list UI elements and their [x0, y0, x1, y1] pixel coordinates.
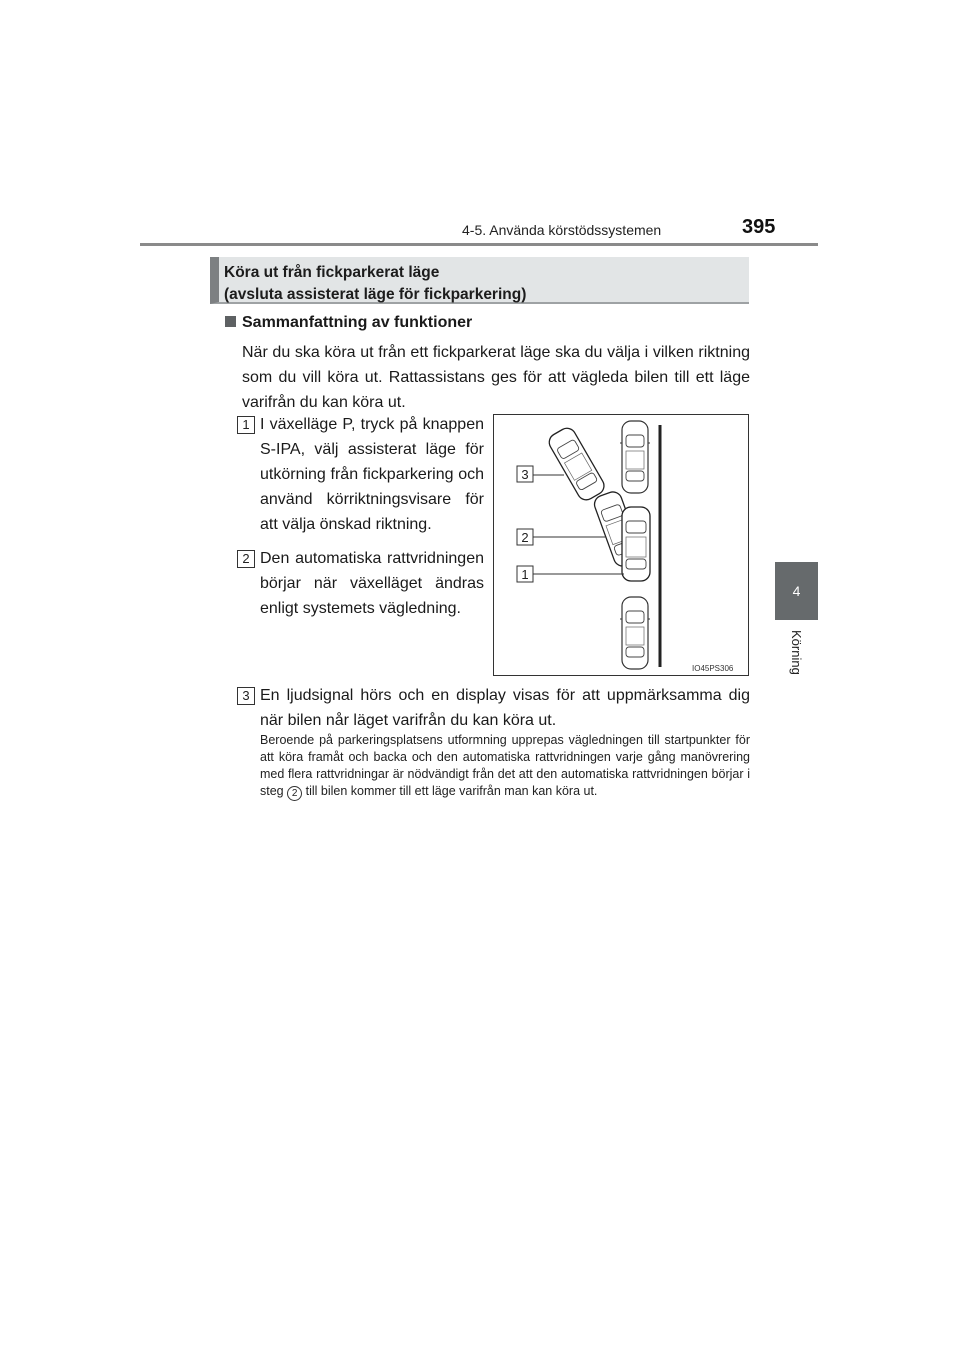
step-number-1: 1: [237, 416, 255, 434]
parked-car-bottom: [620, 597, 650, 669]
square-bullet-icon: [225, 316, 236, 327]
svg-text:3: 3: [521, 467, 529, 482]
chapter-tab-label-wrap: [770, 630, 830, 690]
chapter-tab: 4: [775, 562, 818, 620]
intro-paragraph: När du ska köra ut från ett fickparkerat läge ska du välja i vilken riktning som du vill köra ut. Rattassistans ges för att vägleda bilen till ett läge varifrån du kan köra ut.: [242, 344, 750, 411]
parked-car-top: [620, 421, 650, 493]
note-text-before: Beroende på parkeringsplatsens utformning upprepas vägledningen till startpunkter för att köra framåt och backa och den automatiska rattvridningen varje gång manövrering med flera rattvridningar är nödvändigt från det att den automatiska rattvridningen börjar i steg: [260, 733, 750, 798]
section-title: [224, 262, 526, 306]
chapter-tab-label: Körning: [789, 630, 804, 675]
step-number-3: 3: [237, 687, 255, 705]
subsection-title: Sammanfattning av funktioner: [242, 314, 473, 331]
subsection-heading: [225, 314, 472, 332]
note-text-after: till bilen kommer till ett läge varifrån man kan köra ut.: [305, 784, 598, 798]
parking-diagram: [493, 414, 749, 676]
section-title-line2: (avsluta assisterat läge för fickparkering): [224, 286, 527, 303]
callout-2: [517, 529, 606, 545]
parking-diagram-svg: [494, 415, 748, 675]
section-title-line1: Köra ut från fickparkerat läge: [224, 264, 440, 281]
header-rule: [140, 243, 818, 246]
callout-1: [517, 566, 624, 582]
step-text-1: I växelläge P, tryck på knappen S-IPA, välj assisterat läge för utkörning från fickparkering och använd körriktningsvisare för att välja önskad riktning.: [260, 416, 484, 533]
step-number-2: 2: [237, 550, 255, 568]
page-number: 395: [742, 216, 776, 238]
svg-text:2: 2: [521, 530, 529, 545]
svg-text:1: 1: [521, 567, 529, 582]
step-text-2: Den automatiska rattvridningen börjar när växelläget ändras enligt systemets vägledning.: [260, 550, 484, 617]
car-position-3: [546, 425, 607, 503]
callout-3: [517, 466, 564, 482]
step-text-3: En ljudsignal hörs och en display visas för att uppmärksamma dig när bilen når läget varifrån du kan köra ut.: [260, 687, 750, 729]
car-position-1: [622, 507, 650, 581]
running-header-section: 4-5. Använda körstödssystemen: [462, 222, 662, 238]
note-paragraph: [260, 732, 750, 801]
note-step-ref: 2: [287, 786, 302, 801]
figure-code: IO45PS306: [692, 664, 734, 673]
